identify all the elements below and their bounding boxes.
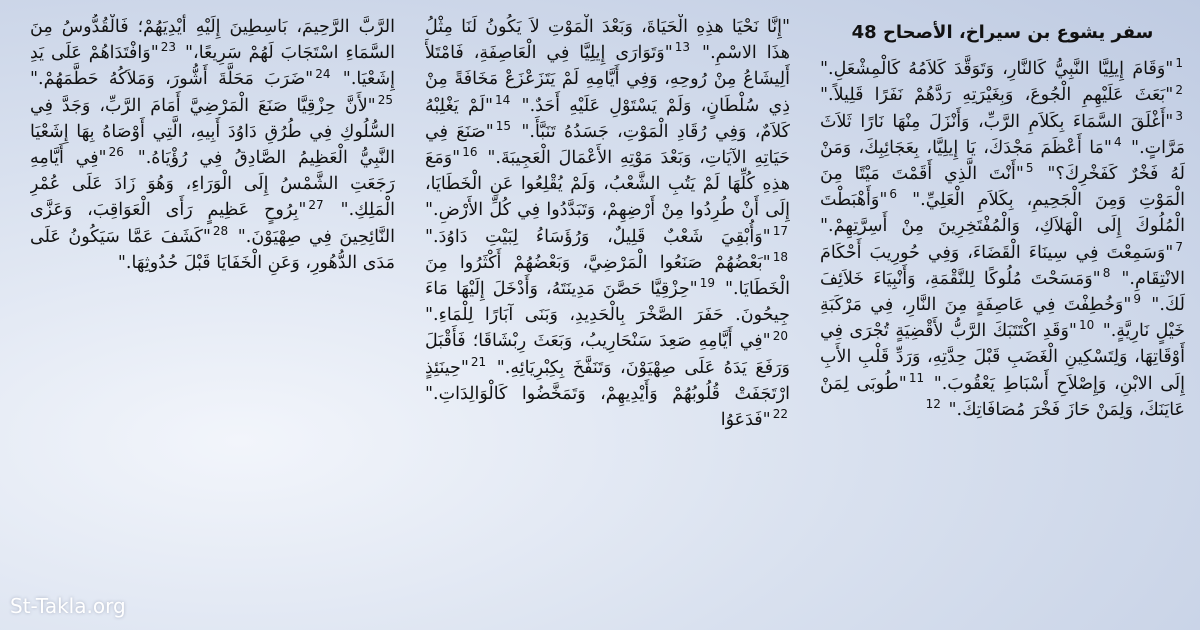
verse-number: 3 [1175, 108, 1183, 123]
verse-number: 28 [212, 223, 229, 238]
verse-number: 21 [470, 354, 487, 369]
verse [820, 56, 1185, 80]
verse-text: "بِرُوحٍ عَظِيمٍ رَأَى الْعَوَاقِبَ، وَعَزَّى النَّائِحِينَ فِي صِهْيَوْنَ." [30, 200, 395, 247]
verse-number: 11 [908, 370, 925, 385]
verse-text: "وَأَهْبَطْتَ الْمُلُوكَ إِلَى الْهَلاَكِ، وَالْمُفْتَخِرِينَ مِنْ أَسِرَّتِهِمْ." [820, 190, 1185, 237]
verse-text: "بَعَثَ عَلَيْهِمِ الْجُوعَ، وَبِغَيْرَتِهِ رَدَّهُمْ نَفَرًا قَلِيلاً." [820, 85, 1174, 106]
verse-number: 14 [495, 92, 511, 107]
verse-number: 26 [108, 145, 124, 160]
verse-number: 9 [1133, 292, 1142, 307]
verse-text: "وَقَامَ إِيلِيَّا النَّبِيُّ كَالنَّارِ، وَتَوَقَّدَ كَلاَمُهُ كَالْمِشْعَلِ." [820, 59, 1174, 80]
site-watermark: St-Takla.org [10, 594, 126, 618]
verse-text: "فِي أَيَّامِهِ رَجَعَتِ الشَّمْسُ إِلَى الْوَرَاءِ، وَهُوَ زَادَ عَلَى عُمْرِ الْمَلِكِ." [30, 148, 395, 221]
verse-number: 12 [925, 397, 941, 412]
verse-number: 10 [1078, 318, 1095, 333]
verse-text: "وَأُبْقِيَ شَعْبٌ قَلِيلٌ، وَرُؤَسَاءُ لِبَيْتِ دَاوُدَ." [425, 226, 771, 247]
verse-text: "وَسَمِعْتَ فِي سِينَاءَ الْقَضَاءَ، وَفِي حُورِيبَ أَحْكَامَ الانْتِقَامِ." [820, 242, 1185, 289]
verse-number: 25 [377, 92, 393, 107]
verse-text: "وَخُطِفْتَ فِي عَاصِفَةٍ مِنَ النَّارِ، فِي مَرْكَبَةِ خَيْلٍ نَارِيَّةٍ." [820, 295, 1185, 342]
text-column-right [820, 14, 1185, 614]
verse [720, 407, 790, 431]
verse-text: "فِي أَيَّامِهِ صَعِدَ سَنْحَارِيبُ، وَبَعَثَ رِبْشَاقَا؛ فَأَقْبَلَ وَرَفَعَ يَدَهُ عَلَى صِهْيَوْنَ، وَتَنَفَّخَ بِكِبْرِيَائِهِ." [425, 331, 790, 378]
verse-text: "إِنَّا نَحْيَا هذِهِ الْحَيَاةَ، وَبَعْدَ الْمَوْتِ لاَ يَكُونُ لَنَا مِثْلُ هذَا الاسْمِ." [425, 17, 790, 64]
verse-number: 2 [1175, 82, 1183, 97]
verse-list [425, 17, 790, 430]
verse-text: "وَافْتَدَاهُمْ عَلَى يَدِ إِشَعْيَا." [30, 43, 395, 90]
verse-number: 6 [889, 187, 898, 202]
verse-number: 4 [1113, 134, 1122, 149]
verse-number: 18 [772, 250, 788, 264]
verse-number: 8 [1102, 266, 1111, 280]
text-column-left [30, 14, 395, 614]
verse-number: 5 [1025, 161, 1034, 176]
verse-list [30, 17, 395, 273]
verse-number: 22 [772, 407, 788, 422]
verse-text: "وَمَسَحْتَ مُلُوكًا لِلنَّقْمَةِ، وَأَنْبِيَاءَ خَلاَئِفَ لَكَ." [820, 268, 1185, 316]
verse-text: "حِزْقِيَّا حَصَّنَ مَدِينَتَهُ، وَأَدْخَلَ إِلَيْهَا مَاءَ جِيحُونَ. حَفَرَ الصَّخْرَ بِالْحَدِيدِ، وَبَنَى آبَارًا لِلْمَاءِ." [425, 279, 790, 326]
verse-text: "وَقَدِ اكْتَتَبَكَ الرَّبُّ لأَقْضِيَةٍ تُجْرَى فِي أَوْقَاتِهَا، وَلِتَسْكِينِ الْغَضَبِ قَبْلَ حِدَّتِهِ، وَرَدِّ قَلْبِ الأَبِ إِلَى الابْنِ، وَإِصْلاَحِ أَسْبَاطِ يَعْقُوبَ." [820, 321, 1185, 394]
verse-list [820, 56, 1185, 420]
verse-text: "حِينَئِذٍ ارْتَجَفَتْ قُلُوبُهُمْ وَأَيْدِيهِمْ، وَتَمَخَّضُوا كَالْوَالِدَاتِ." [425, 357, 790, 404]
verse-text: "طُوبَى لِمَنْ عَايَنَكَ، وَلِمَنْ حَازَ فَخْرَ مُصَافَاتِكَ." [820, 373, 1185, 420]
verse-text: "مَا أَعْظَمَ مَجْدَكَ، يَا إِيلِيَّا، بِعَجَائِبِكَ، وَمَنْ لَهُ فَخْرٌ كَفَخْرِكَ؟" [820, 137, 1185, 185]
verse [425, 223, 790, 247]
verse-text: الرَّبَّ الرَّحِيمَ، بَاسِطِينَ إِلَيْهِ أَيْدِيَهُمْ؛ فَالْقُدُّوسُ مِنَ السَّمَاءِ اسْتَجَابَ لَهُمْ سَرِيعًا،" [30, 17, 395, 64]
verse-number: 23 [160, 40, 177, 55]
verse-number: 1 [1175, 56, 1183, 71]
verse-number: 15 [495, 118, 512, 133]
verse [924, 397, 943, 420]
verse-text: "أَنْتَ الَّذِي أَقَمْتَ مَيْتًا مِنَ الْمَوْتِ وَمِنَ الْجَحِيمِ، بِكَلاَمِ الْعَلِيِّ." [820, 164, 1185, 211]
verse-number: 17 [772, 223, 788, 238]
verse-number: 27 [308, 197, 324, 212]
verse-text: "كَشَفَ عَمَّا سَيَكُونُ عَلَى مَدَى الدُّهُورِ، وَعَنِ الْخَفَايَا قَبْلَ حُدُوثِهَا." [30, 226, 395, 273]
verse [30, 66, 333, 90]
verse-text: "لأَنَّ حِزْقِيَّا صَنَعَ الْمَرْضِيَّ أَمَامَ الرَّبِّ، وَجَدَّ فِي السُّلُوكِ فِي طُرُقِ دَاوُدَ أَبِيهِ، الَّتِي أَوْصَاهُ بِهَا إِشَعْيَا النَّبِيُّ الْعَظِيمُ الصَّادِقُ فِي رُؤْيَاهُ." [30, 95, 395, 169]
verse-text: "بَعْضُهُمْ صَنَعُوا الْمَرْضِيَّ، وَبَعْضُهُمْ أَكْثَرُوا مِنَ الْخَطَايَا." [425, 252, 790, 300]
verse-text: "وَتَوَارَى إِيلِيَّا فِي الْعَاصِفَةِ، فَامْتَلأَ أَلِيشَاعُ مِنْ رُوحِهِ، وَفِي أَيَّامِهِ لَمْ يَتَزَعْزَعْ مَخَافَةً مِنْ ذِي سُلْطَانٍ، وَلَمْ يَسْتَوْلِ عَلَيْهِ أَحَدٌ." [425, 43, 790, 116]
verse-text: "فَدَعَوُا [720, 410, 771, 431]
verse-number: 19 [699, 276, 716, 291]
verse-text: "أَغْلَقَ السَّمَاءَ بِكَلاَمِ الرَّبِّ، وَأَنْزَلَ مِنْهَا نَارًا ثَلاَثَ مَرَّاتٍ." [820, 111, 1185, 158]
verse-text: "ضَرَبَ مَحَلَّةَ أَشُّورَ، وَمَلاَكُهُ حَطَّمَهُمْ." [30, 69, 314, 90]
verse-number: 7 [1175, 239, 1183, 254]
verse-number: 16 [462, 145, 478, 160]
text-column-middle [425, 14, 790, 614]
verse-number: 24 [315, 66, 331, 81]
verse-number: 13 [674, 40, 691, 55]
verse-text: "صَنَعَ فِي حَيَاتِهِ الآيَاتِ، وَبَعْدَ مَوْتِهِ الأَعْمَالَ الْعَجِيبَةَ." [425, 121, 790, 169]
verse-text: "وَمَعَ هذِهِ كُلِّهَا لَمْ يَتُبِ الشَّعْبُ، وَلَمْ يُقْلِعُوا عَنِ الْخَطَايَا، إِلَى أَنْ طُرِدُوا مِنْ أَرْضِهِمْ، وَتَبَدَّدُوا فِي كُلِّ الأَرْضِ." [425, 148, 790, 221]
verse-text: "لَمْ يَغْلِبْهُ كَلاَمٌ، وَفِي رُقَادِ الْمَوْتِ، جَسَدُهُ تَنَبَّأَ." [425, 95, 790, 142]
chapter-title: سفر يشوع بن سيراخ، الأصحاح 48 [851, 22, 1154, 43]
verse [820, 82, 1185, 106]
verse-number: 20 [772, 328, 788, 343]
